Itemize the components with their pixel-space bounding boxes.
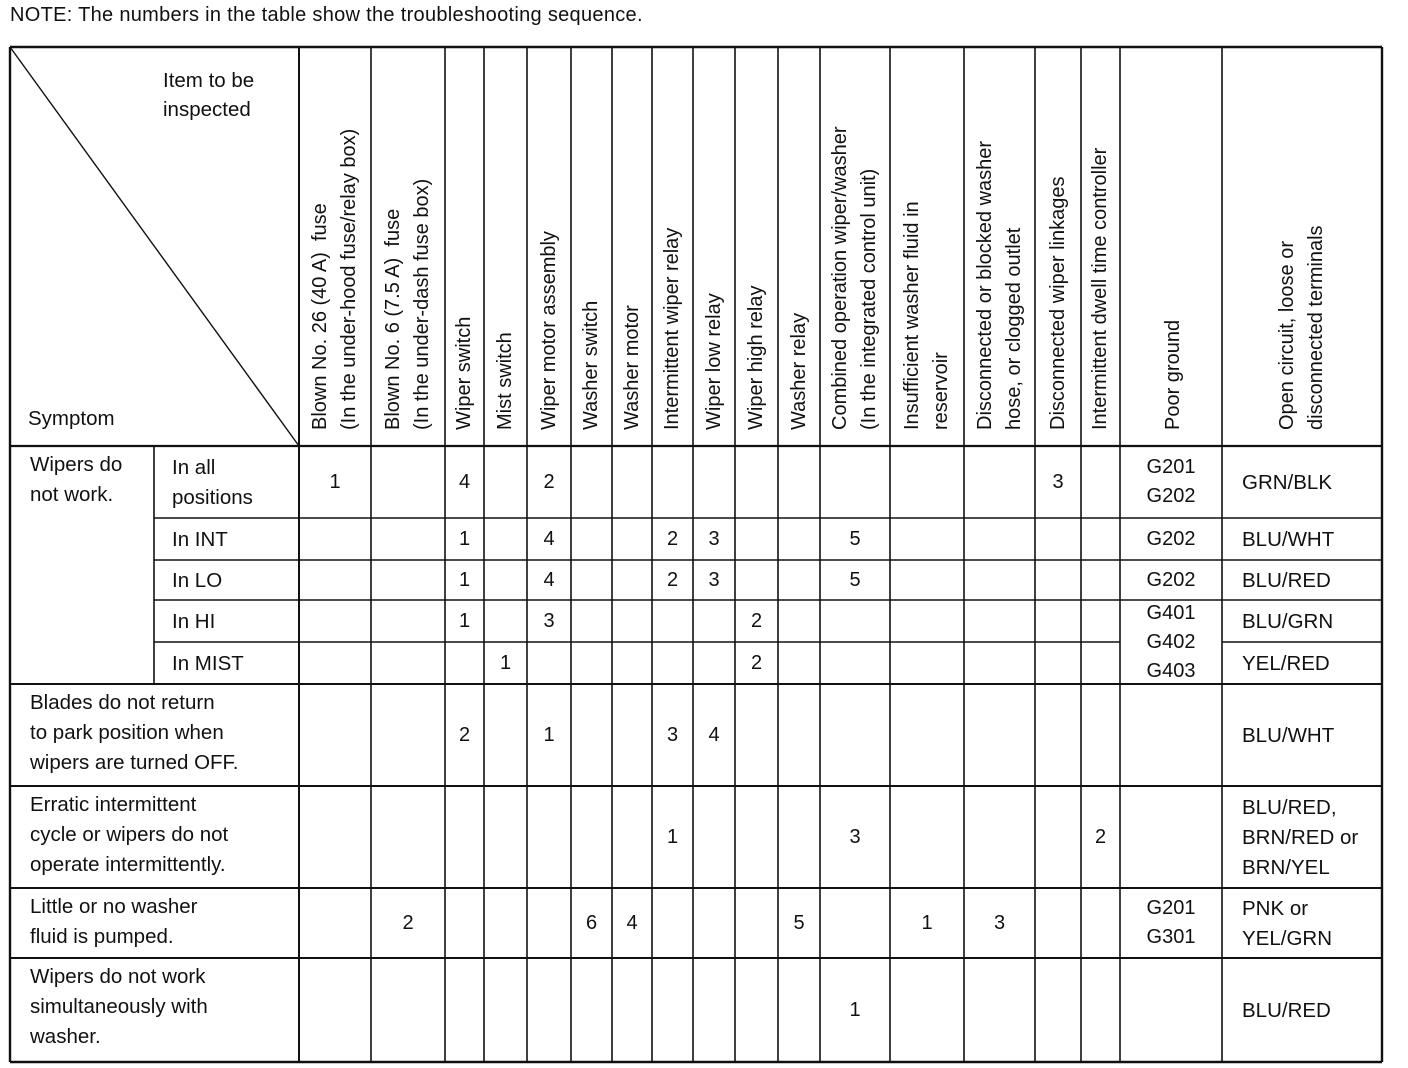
poor-ground-value: G401 G402 G403: [1146, 601, 1196, 682]
sequence-number: 4: [458, 470, 471, 493]
sequence-number: 3: [1052, 470, 1064, 493]
column-header-label: Disconnected or blocked washer hose, or clogged outlet: [973, 140, 1025, 430]
sequence-number: 5: [849, 527, 861, 550]
poor-ground-value: G202: [1146, 527, 1196, 550]
column-header: [735, 47, 778, 446]
sequence-number: 3: [666, 723, 679, 746]
wire-color-value: BLU/GRN: [1242, 610, 1334, 633]
poor-ground-value: G201 G301: [1146, 897, 1196, 948]
wire-color-value: YEL/RED: [1242, 652, 1330, 675]
column-header: [964, 47, 1035, 446]
column-header: [1120, 47, 1222, 446]
wire-color-value: BLU/RED: [1242, 569, 1331, 592]
symptom-text: Wipers do not work.: [30, 453, 123, 506]
column-header: [527, 47, 571, 446]
sequence-number: 1: [329, 470, 341, 493]
column-header-label: Intermittent wiper relay: [661, 227, 683, 430]
poor-ground-value: G202: [1146, 568, 1196, 591]
sequence-number: 2: [750, 651, 763, 674]
sequence-number: 2: [666, 568, 679, 591]
column-header-label: Blown No. 26 (40 A) fuse (In the under-hood fuse/relay box): [309, 128, 360, 430]
sequence-number: 4: [543, 527, 555, 550]
sequence-number: 3: [849, 825, 861, 848]
symptom-label: Symptom: [28, 407, 115, 430]
column-header-label: Wiper low relay: [702, 293, 725, 430]
column-header: [1081, 47, 1120, 446]
sub-symptom-text: In all positions: [172, 456, 253, 509]
column-header: [571, 47, 612, 446]
wire-color-value: BLU/RED, BRN/RED or BRN/YEL: [1242, 796, 1359, 879]
sequence-number: 3: [708, 568, 720, 591]
column-header: [820, 47, 890, 446]
symptom-text: Erratic intermittent cycle or wipers do not operate intermittently.: [30, 793, 229, 876]
sequence-number: 5: [849, 568, 861, 591]
column-header-label: Washer relay: [787, 312, 810, 430]
sub-symptom-text: In MIST: [172, 652, 244, 675]
column-header-label: Disconnected wiper linkages: [1046, 176, 1069, 430]
sequence-number: 1: [543, 723, 555, 746]
column-header: [484, 47, 527, 446]
sequence-number: 2: [543, 470, 555, 493]
column-header-label: Washer switch: [580, 300, 602, 430]
column-header-label: Blown No. 6 (7.5 A) fuse (In the under-dash fuse box): [382, 178, 433, 430]
sequence-number: 6: [585, 911, 598, 934]
item-to-be-inspected-label: Item to be inspected: [163, 69, 255, 121]
column-header-label: Poor ground: [1161, 319, 1184, 430]
column-header: [371, 47, 445, 446]
symptom-text: Little or no washer fluid is pumped.: [30, 895, 198, 948]
sequence-number: 1: [458, 609, 471, 632]
column-header-label: Intermittent dwell time controller: [1089, 147, 1111, 430]
column-header-label: Wiper switch: [453, 316, 475, 430]
sub-symptom-text: In LO: [172, 569, 223, 592]
wire-color-value: BLU/RED: [1242, 999, 1331, 1022]
sequence-number: 2: [666, 527, 679, 550]
poor-ground-value: G201 G202: [1146, 456, 1196, 507]
sequence-number: 4: [708, 723, 720, 746]
sequence-number: 1: [666, 825, 679, 848]
sequence-number: 2: [458, 723, 471, 746]
sequence-number: 5: [793, 911, 805, 934]
column-header: [445, 47, 484, 446]
sequence-number: 2: [750, 609, 763, 632]
wire-color-value: BLU/WHT: [1242, 724, 1335, 747]
sequence-number: 3: [708, 527, 720, 550]
grid-line: [10, 47, 299, 446]
sub-symptom-text: In HI: [172, 610, 216, 633]
sub-symptom-text: In INT: [172, 528, 228, 551]
symptom-text: Blades do not return to park position when wipers are turned OFF.: [30, 691, 239, 774]
symptom-text: Wipers do not work simultaneously with washer.: [30, 965, 208, 1048]
sequence-number: 2: [1094, 825, 1107, 848]
column-header-label: Washer motor: [620, 305, 643, 430]
sequence-number: 4: [626, 911, 638, 934]
column-header-label: Combined operation wiper/washer (In the integrated control unit): [829, 126, 880, 430]
sequence-number: 1: [458, 568, 471, 591]
column-header: [612, 47, 652, 446]
column-header: [652, 47, 693, 446]
column-header-label: Open circuit, loose or disconnected terminals: [1276, 225, 1327, 430]
column-header: [693, 47, 735, 446]
column-header-label: Mist switch: [494, 332, 516, 430]
sequence-number: 1: [499, 651, 512, 674]
column-header-label: Wiper motor assembly: [537, 231, 560, 430]
sequence-number: 4: [543, 568, 555, 591]
sequence-number: 3: [543, 609, 555, 632]
column-header-label: Insufficient washer fluid in reservoir: [901, 201, 952, 430]
sequence-number: 1: [458, 527, 471, 550]
wire-color-value: GRN/BLK: [1242, 471, 1332, 494]
column-header: [1035, 47, 1081, 446]
note-text: NOTE: The numbers in the table show the troubleshooting sequence.: [10, 4, 643, 26]
wire-color-value: PNK or YEL/GRN: [1242, 897, 1332, 950]
sequence-number: 2: [402, 911, 414, 934]
column-header: [890, 47, 964, 446]
wire-color-value: BLU/WHT: [1242, 528, 1335, 551]
column-header: [1222, 47, 1382, 446]
sequence-number: 1: [921, 911, 933, 934]
column-header: [778, 47, 820, 446]
column-header: [299, 47, 371, 446]
column-header-label: Wiper high relay: [745, 285, 767, 430]
sequence-number: 3: [993, 911, 1006, 934]
sequence-number: 1: [849, 998, 861, 1021]
